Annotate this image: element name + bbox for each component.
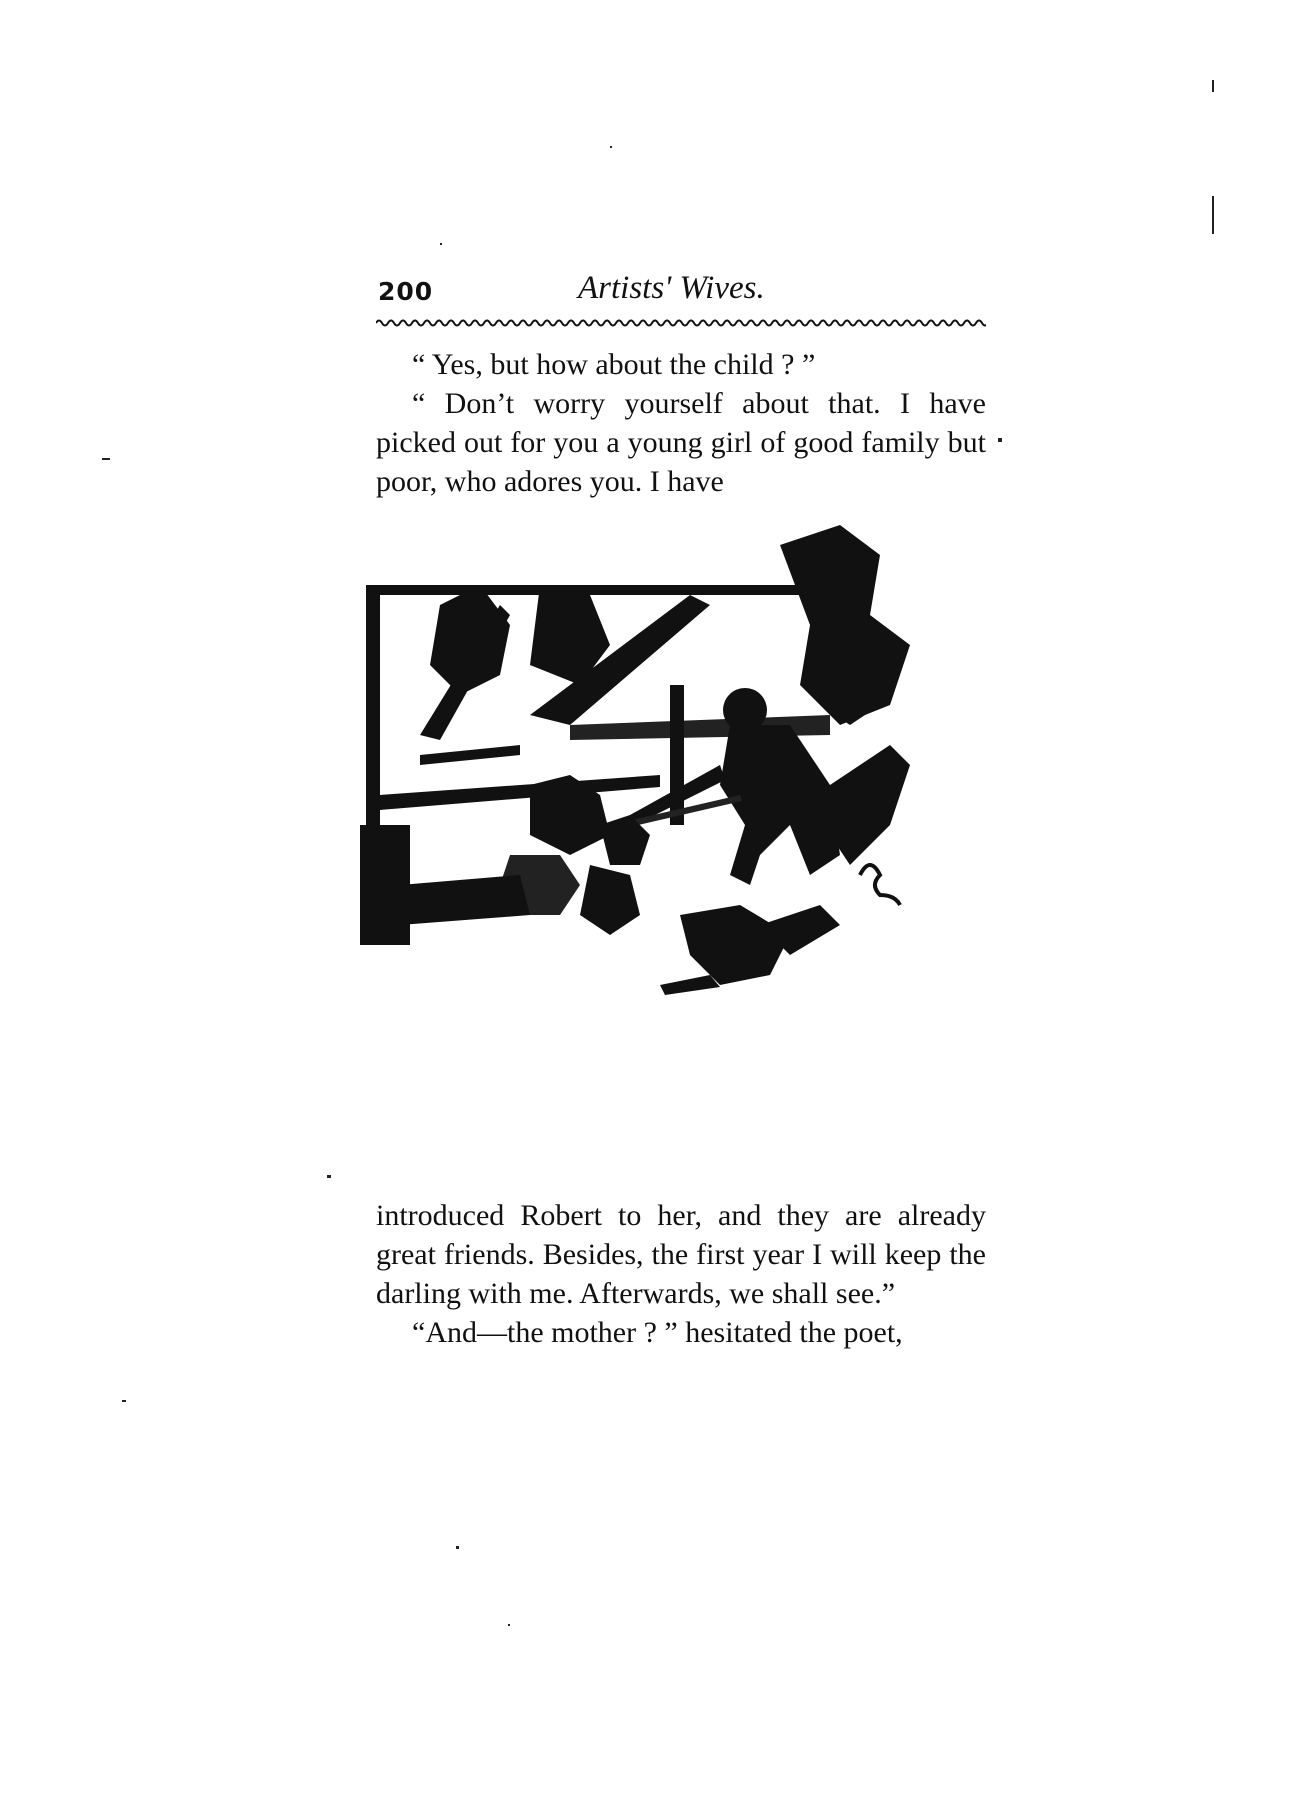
paragraph: “ Yes, but how about the child ? ”: [412, 348, 816, 381]
page-number: 200: [378, 277, 434, 306]
paragraph: “And—the mother ? ” hesitated the poet,: [412, 1316, 903, 1349]
paragraph: “ Don’t worry yourself about that. I have picked out for you a young girl of good family but poor, who adores you. I have: [376, 387, 986, 498]
wavy-rule-icon: [376, 317, 986, 329]
paragraph: introduced Robert to her, and they are already great friends. Besides, the first year I will keep the darling with me. Afterwards, we shall see.”: [376, 1199, 986, 1310]
scan-speck: [508, 1624, 510, 1626]
scan-speck: [456, 1546, 459, 1549]
text-block-top: [376, 345, 986, 501]
scan-speck: [440, 243, 442, 245]
scan-speck: [1212, 196, 1214, 234]
engraving-illustration-icon: [360, 525, 1020, 1145]
text-block-bottom: [376, 1196, 986, 1352]
scan-speck: [327, 1175, 331, 1178]
scan-speck: [102, 458, 110, 460]
scan-speck: [998, 438, 1002, 442]
scan-speck: [122, 1400, 126, 1402]
scan-speck: [610, 146, 612, 148]
scan-speck: [1212, 80, 1214, 92]
running-title: Artists' Wives.: [578, 270, 765, 306]
